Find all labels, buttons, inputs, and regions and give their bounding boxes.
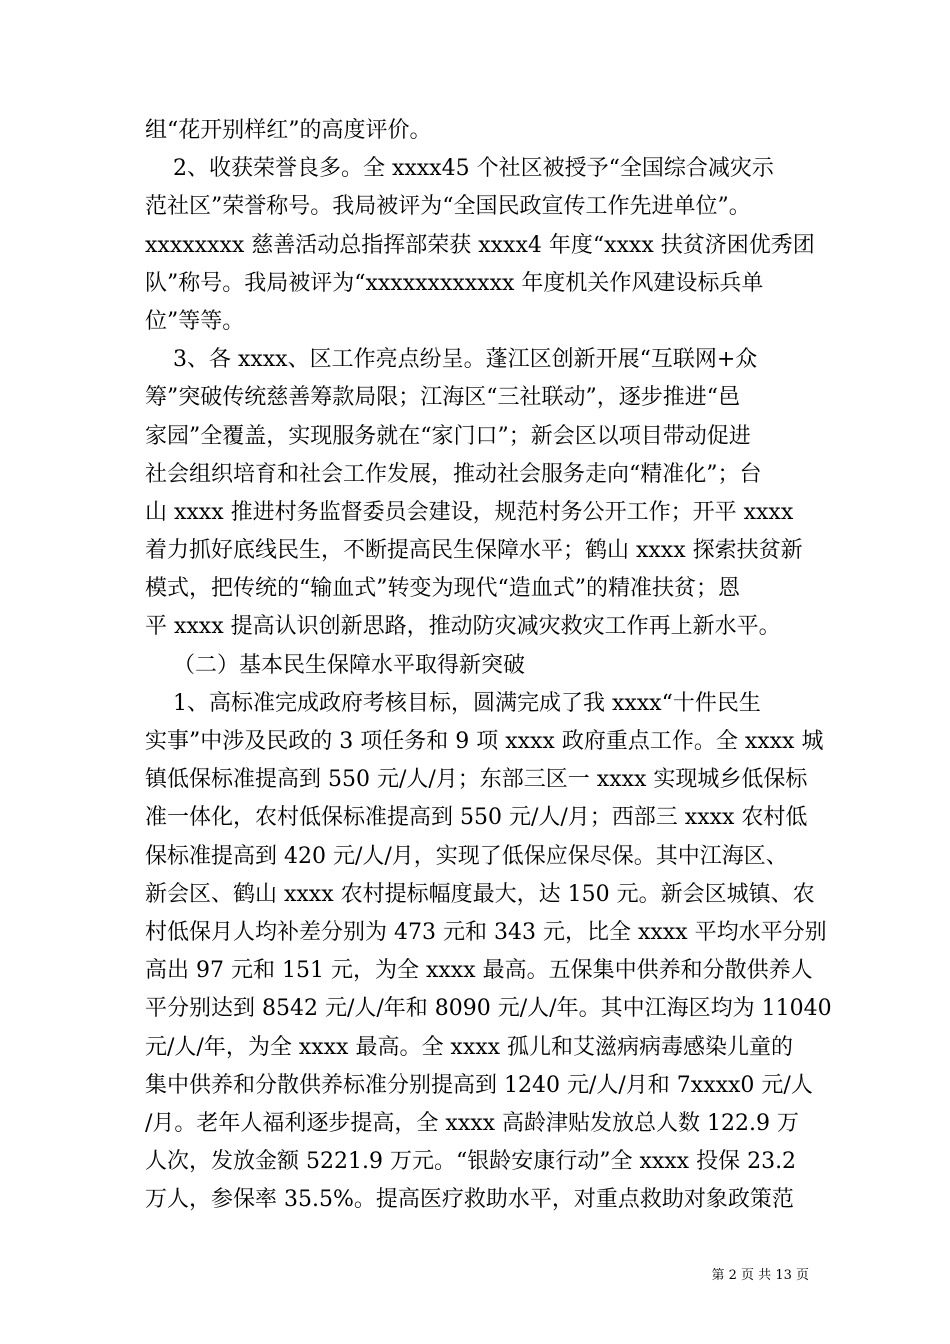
text-line: 家园”全覆盖，实现服务就在“家门口”；新会区以项目带动促进 [145, 423, 751, 449]
text-line: 人次，发放金额 5221.9 万元。“银龄安康行动”全 xxxx 投保 23.2 [145, 1149, 797, 1175]
text-line: 镇低保标准提高到 550 元/人/月；东部三区一 xxxx 实现城乡低保标 [145, 767, 808, 793]
text-line: 平 xxxx 提高认识创新思路，推动防灾减灾救灾工作再上新水平。 [145, 614, 781, 640]
text-line: 元/人/年，为全 xxxx 最高。全 xxxx 孤儿和艾滋病病毒感染儿童的 [145, 1034, 794, 1060]
page-footer: 第 2 页 共 13 页 [711, 1268, 809, 1283]
text-line: 范社区”荣誉称号。我局被评为“全国民政宣传工作先进单位”。 [145, 194, 751, 220]
text-line: 位”等等。 [145, 308, 245, 334]
text-line: 准一体化，农村低保标准提高到 550 元/人/月；西部三 xxxx 农村低 [145, 805, 808, 831]
text-line: 筹”突破传统慈善筹款局限；江海区“三社联动”，逐步推进“邑 [145, 385, 740, 411]
text-line: 村低保月人均补差分别为 473 元和 343 元，比全 xxxx 平均水平分别 [145, 919, 827, 945]
text-line: 万人，参保率 35.5%。提高医疗救助水平，对重点救助对象政策范 [145, 1187, 794, 1213]
text-line: 新会区、鹤山 xxxx 农村提标幅度最大，达 150 元。新会区城镇、农 [145, 881, 815, 907]
document-body [145, 112, 832, 1219]
text-line: /月。老年人福利逐步提高，全 xxxx 高龄津贴发放总人数 122.9 万 [145, 1110, 799, 1136]
text-line: 平分别达到 8542 元/人/年和 8090 元/人/年。其中江海区均为 11040 [145, 996, 832, 1022]
text-line: 实事”中涉及民政的 3 项任务和 9 项 xxxx 政府重点工作。全 xxxx 城 [145, 729, 824, 754]
text-line: xxxxxxxx 慈善活动总指挥部荣获 xxxx4 年度“xxxx 扶贫济困优秀团 [145, 232, 815, 258]
text-line: 模式，把传统的“输血式”转变为现代“造血式”的精准扶贫；恩 [145, 576, 740, 602]
text-line: 山 xxxx 推进村务监督委员会建设，规范村务公开工作；开平 xxxx [145, 499, 794, 525]
text-line: 1、高标准完成政府考核目标，圆满完成了我 xxxx“十件民生 [145, 690, 761, 716]
text-line: 2、收获荣誉良多。全 xxxx45 个社区被授予“全国综合减灾示 [145, 156, 774, 182]
section-heading: （二）基本民生保障水平取得新突破 [145, 652, 525, 678]
text-line: 队”称号。我局被评为“xxxxxxxxxxxx 年度机关作风建设标兵单 [145, 270, 764, 296]
text-line: 高出 97 元和 151 元，为全 xxxx 最高。五保集中供养和分散供养人 [145, 958, 813, 984]
text-line: 着力抓好底线民生，不断提高民生保障水平；鹤山 xxxx 探索扶贫新 [145, 538, 803, 564]
text-line: 集中供养和分散供养标准分别提高到 1240 元/人/月和 7xxxx0 元/人 [145, 1072, 813, 1098]
text-line: 社会组织培育和社会工作发展，推动社会服务走向“精准化”；台 [145, 461, 762, 487]
text-line: 组“花开别样红”的高度评价。 [145, 118, 432, 143]
text-line: 保标准提高到 420 元/人/月，实现了低保应保尽保。其中江海区、 [145, 843, 788, 869]
text-line: 3、各 xxxx、区工作亮点纷呈。蓬江区创新开展“互联网+众 [145, 347, 758, 373]
